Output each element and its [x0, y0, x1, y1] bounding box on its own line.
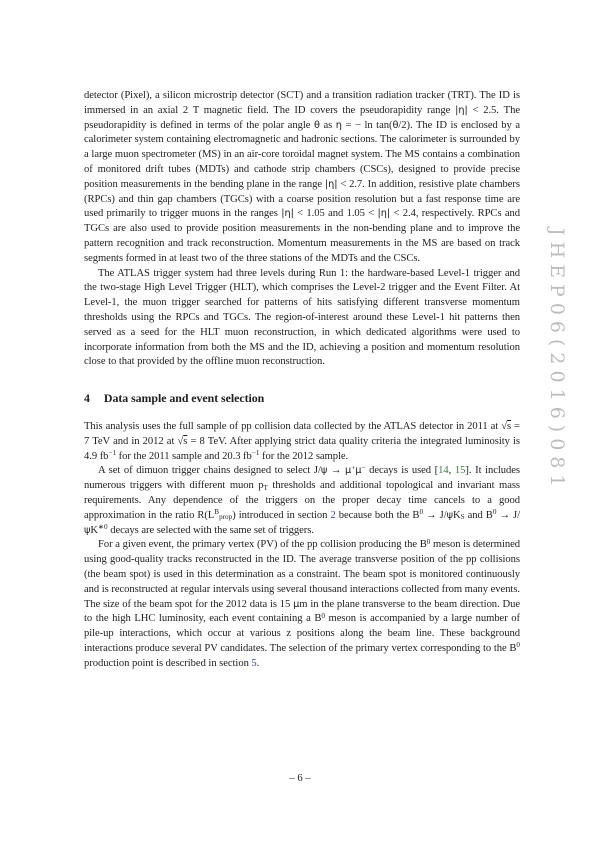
text-run: This analysis uses the full sample of pp collision data collected by the ATLAS detector in 2011 at [84, 420, 502, 432]
page-content [84, 89, 520, 671]
text-run: < 2.7. In addition, resistive plate chambers (RPCs) and thin gap chambers (TGCs) with a coarse position resolution but a fast response time are used primarily to trigger muons in the ranges [84, 178, 520, 220]
text-run: μ [345, 465, 352, 477]
text-run: ψ [84, 524, 91, 536]
text-run: decays is used [ [365, 465, 439, 477]
text-run: −1 [108, 448, 117, 457]
text-run: θ [313, 119, 320, 131]
text-run: , [448, 465, 455, 477]
paragraph [84, 89, 520, 267]
text-run: < 2.5. The pseudorapidity is defined in terms of the polar angle [84, 104, 520, 131]
text-run: √ [501, 420, 507, 432]
text-run: S [460, 513, 465, 522]
text-run: meson is determined using good-quality tracks reconstructed in the ID. The average transverse position of the pp collisions (the beam spot) is used in this determination as a constraint. The beam spot is monitored continuously and is reconstructed at regular intervals using several thousand interactions collected from many events. The size of the beam spot for the 2012 data is 15 [84, 539, 521, 610]
text-run: μ [293, 598, 300, 610]
section-link[interactable]: 2 [330, 509, 336, 521]
section-heading [84, 391, 520, 406]
text-run: s [506, 420, 512, 432]
text-run: because both the B [335, 509, 420, 521]
text-run: θ [392, 119, 399, 131]
paragraph [84, 420, 520, 464]
text-run: s [183, 435, 188, 447]
text-run: prop [219, 513, 233, 522]
text-run: 0 [516, 641, 520, 650]
paragraph [84, 538, 520, 671]
text-run: as [319, 119, 336, 131]
text-run: For a given event, the primary vertex (PV) of the pp collision producing the B [98, 539, 427, 551]
text-run: < 2.4, respectively. RPCs and TGCs are also used to provide position measurements in the non-bending plane and to improve the pattern recognition and track reconstruction. Momentum measurements in the MS are based on track segments formed in at least two of the three stations of the MDTs and the CSCs. [84, 208, 521, 264]
citation-link[interactable]: 15 [454, 465, 466, 477]
section-number: 4 [84, 391, 90, 406]
text-run: → [327, 465, 346, 477]
text-run: √ [177, 435, 184, 447]
text-run: |η| [455, 104, 468, 116]
text-run: η [335, 119, 342, 131]
text-run: decays are selected with the same set of triggers. [107, 524, 314, 536]
text-run: → J/ [423, 509, 447, 521]
text-run: ψ [446, 509, 453, 521]
text-run: + [351, 463, 356, 472]
text-run: for the 2012 sample. [259, 450, 349, 462]
text-run: B [214, 508, 220, 517]
text-run: 0 [419, 508, 424, 517]
text-run: ]. It includes numerous triggers with different muon p [84, 465, 520, 492]
text-run: /2). The ID is enclosed by a calorimeter system containing electromagnetic and hadronic sections. The calorimeter is surrounded by a large muon spectrometer (MS) in an air-core toroidal magnet system. The MS contains a combination of monitored drift tubes (MDTs) and cathode strip chambers (CSCs), designed to provide precise position measurements in the bending plane in the range [84, 119, 521, 190]
text-run: −1 [251, 448, 260, 457]
text-run: ) introduced in section [232, 509, 331, 521]
text-run: = 7 TeV and in 2012 at [84, 420, 520, 447]
text-run: ψ [320, 465, 328, 477]
text-run: 0 [321, 611, 325, 620]
text-run: T [263, 483, 268, 492]
text-run: = 8 TeV. After applying strict data quality criteria the integrated luminosity is 4.9 fb [84, 435, 520, 462]
text-run: μ [355, 465, 362, 477]
text-run: A set of dimuon trigger chains designed to select J/ [98, 465, 321, 477]
text-run: = − ln tan( [341, 119, 393, 131]
text-run: and B [464, 509, 493, 521]
paragraph [84, 267, 520, 371]
section-link[interactable]: 5 [251, 657, 257, 669]
text-run: production point is described in section [84, 657, 252, 669]
text-run: |η| [281, 208, 294, 220]
journal-watermark: JHEP06(2016)081 [546, 228, 568, 493]
text-run: − [361, 463, 366, 472]
text-run: |η| [324, 178, 338, 190]
paragraph [84, 464, 520, 538]
text-run: |η| [377, 208, 391, 220]
text-run: K [453, 509, 461, 521]
text-run: detector (Pixel), a silicon microstrip detector (SCT) and a transition radiation tracker (TRT). The ID is immersed in an axial 2 T magnetic field. The ID covers the pseudorapidity range [84, 90, 520, 116]
text-run: The ATLAS trigger system had three levels during Run 1: the hardware-based Level-1 trigger and the two-stage High Level Trigger (HLT), which comprises the Level-2 trigger and the Event Filter. At Level-1, the muon trigger searched for patterns of hits satisfying different transverse momentum thresholds using the RPCs and TGCs. The region-of-interest around these Level-1 hit patterns then served as a seed for the HLT muon reconstruction, in which dedicated algorithms were used to incorporate information from both the MS and the ID, achieving a position and momentum resolution close to that provided by the offline muon reconstruction. [84, 267, 520, 368]
text-run: 0 [492, 508, 497, 517]
text-run: m in the plane transverse to the beam direction. Due to the high LHC luminosity, each event containing a B [84, 598, 520, 625]
text-run: < 1.05 and 1.05 < [293, 208, 378, 220]
text-run: . [256, 657, 260, 669]
text-run: 0 [426, 537, 431, 546]
text-run: ∗0 [98, 522, 108, 531]
section-title: Data sample and event selection [103, 391, 265, 406]
footer-page-number: – 6 – [289, 773, 311, 784]
text-run: for the 2011 sample and 20.3 fb [116, 450, 252, 462]
citation-link[interactable]: 14 [438, 465, 449, 477]
text-run: thresholds and additional topological and invariant mass requirements. Any dependence of the triggers on the proper decay time cancels to a good approximation in the ratio R(L [84, 480, 520, 521]
text-run: meson is accompanied by a large number of pile-up interactions, which occur at various z positions along the beam line. These background interactions produce several PV candidates. The selection of the primary vertex corresponding to the B [84, 613, 520, 654]
text-run: → J/ [496, 509, 520, 521]
text-run: K [90, 524, 98, 536]
